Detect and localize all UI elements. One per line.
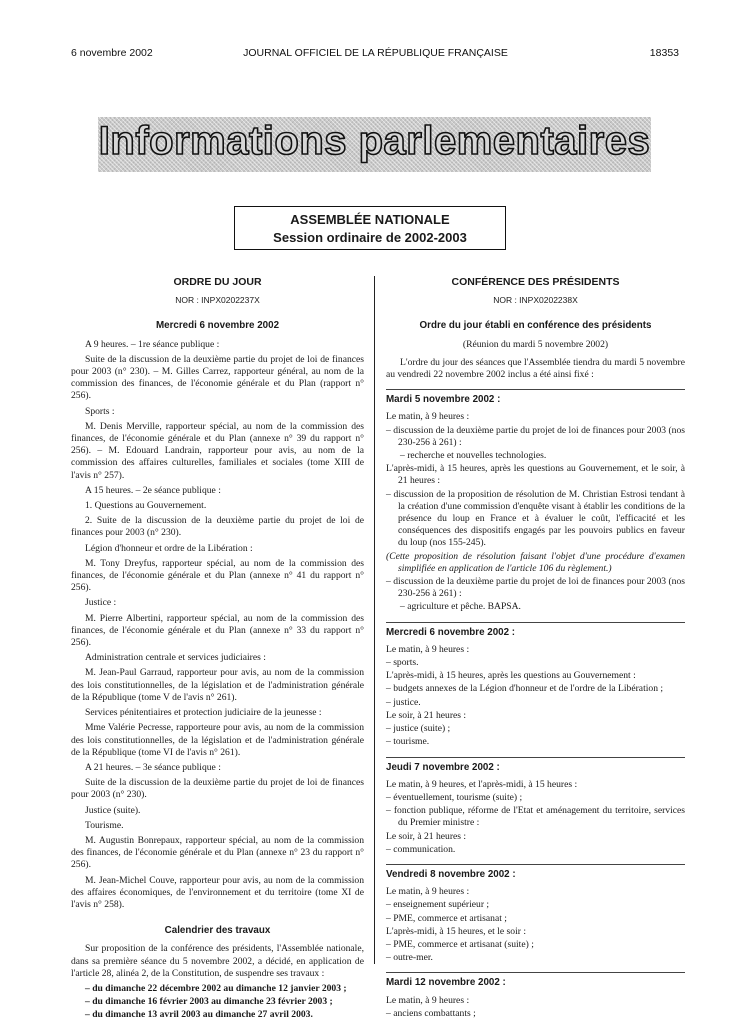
agenda-line: – PME, commerce et artisanat ; xyxy=(386,912,507,924)
day-heading: Mercredi 6 novembre 2002 xyxy=(155,320,280,332)
agenda-day-heading: Jeudi 7 novembre 2002 : xyxy=(386,761,500,773)
agenda-line: – tourisme. xyxy=(386,736,430,748)
separator xyxy=(386,389,685,390)
paragraph: Justice : xyxy=(85,597,117,609)
header-page-number: 18353 xyxy=(649,47,679,59)
agenda-line: – recherche et nouvelles technologies. xyxy=(400,450,547,462)
agenda-line: – anciens combattants ; xyxy=(386,1007,476,1019)
paragraph: M. Denis Merville, rapporteur spécial, au nom de la commission des finances, de l'économie générale et du Plan (annexe n° 39 du rapport n° 256). – M. Edouard Landrain, rapporteur pour avis, au nom de la commission des affaires culturelles, familiales et sociales (tome XIII de l'avis n° 257). xyxy=(71,420,364,481)
paragraph: Services pénitentiaires et protection judiciaire de la jeunesse : xyxy=(85,707,322,719)
agenda-line: Le soir, à 21 heures : xyxy=(386,709,467,721)
paragraph: M. Augustin Bonrepaux, rapporteur spécial, au nom de la commission des finances, de l'économie générale et du Plan (annexe n° 23 du rapport n° 256). xyxy=(71,834,364,871)
header-date: 6 novembre 2002 xyxy=(71,47,153,59)
separator xyxy=(386,864,685,865)
paragraph: A 15 heures. – 2e séance publique : xyxy=(85,484,221,496)
separator xyxy=(386,622,685,623)
agenda-line: Le matin, à 9 heures : xyxy=(386,886,470,898)
agenda-line: – justice. xyxy=(386,696,421,708)
paragraph: Légion d'honneur et ordre de la Libération : xyxy=(85,542,253,554)
agenda-day-heading: Vendredi 8 novembre 2002 : xyxy=(386,868,516,880)
calendar-title: Calendrier des travaux xyxy=(164,925,271,937)
paragraph: Tourisme. xyxy=(85,819,124,831)
agenda-day-heading: Mercredi 6 novembre 2002 : xyxy=(386,626,516,638)
nor-reference: NOR : INPX0202238X xyxy=(493,295,578,306)
agenda-day-heading: Mardi 5 novembre 2002 : xyxy=(386,394,501,406)
paragraph: Suite de la discussion de la deuxième partie du projet de loi de finances pour 2003 (n° 230). xyxy=(71,777,364,801)
ordre-du-jour-title: ORDRE DU JOUR xyxy=(173,276,262,288)
agenda-line: – discussion de la proposition de résolution de M. Christian Estrosi tendant à la création d'une commission d'enquête visant à établir les conditions de la présence du loup en France et à évaluer le coût, l'efficacité et les conséquences des dispositifs engagés par les pouvoirs publics en faveur du loup (nos 155-245). xyxy=(386,488,685,549)
agenda-line: – fonction publique, réforme de l'Etat et aménagement du territoire, services du Premier ministre : xyxy=(386,805,685,829)
calendar-item: – du dimanche 22 décembre 2002 au dimanche 12 janvier 2003 ; xyxy=(85,982,347,994)
paragraph: Administration centrale et services judiciaires : xyxy=(85,652,266,664)
paragraph: Mme Valérie Pecresse, rapporteure pour avis, au nom de la commission des lois constitutionnelles, de la législation et de l'administration générale de la République (tome VI de l'avis n° 261). xyxy=(71,722,364,758)
agenda-line: – communication. xyxy=(386,843,456,855)
calendar-intro: Sur proposition de la conférence des présidents, l'Assemblée nationale, dans sa première séance du 5 novembre 2002, a décidé, en application de l'article 28, alinéa 2, de la Constitution, de suspendre ses travaux : xyxy=(71,943,364,979)
paragraph: M. Tony Dreyfus, rapporteur spécial, au nom de la commission des finances, de l'économie générale et du Plan (annexe n° 41 du rapport n° 256). xyxy=(71,557,364,594)
paragraph: Justice (suite). xyxy=(85,804,141,816)
agenda-line: L'après-midi, à 15 heures, après les questions au Gouvernement : xyxy=(386,670,636,682)
agenda-line: Le soir, à 21 heures : xyxy=(386,830,467,842)
agenda-day-heading: Mardi 12 novembre 2002 : xyxy=(386,977,506,989)
agenda-line: Le matin, à 9 heures : xyxy=(386,643,470,655)
agenda-line: – discussion de la deuxième partie du projet de loi de finances pour 2003 (nos 230-256 à 261) : xyxy=(386,424,685,448)
right-column xyxy=(386,272,685,1021)
session-title: Session ordinaire de 2002-2003 xyxy=(273,230,467,245)
meeting-date: (Réunion du mardi 5 novembre 2002) xyxy=(462,338,609,350)
separator xyxy=(386,757,685,758)
paragraph: Suite de la discussion de la deuxième partie du projet de loi de finances pour 2003 (n° 230). – M. Gilles Carrez, rapporteur général, au nom de la commission des finances, de l'économie générale et du Plan (rapport n° 256). xyxy=(71,353,364,402)
conference-subtitle: Ordre du jour établi en conférence des présidents xyxy=(419,320,652,332)
calendar-item: – du dimanche 13 avril 2003 au dimanche 27 avril 2003. xyxy=(85,1009,313,1021)
paragraph: 2. Suite de la discussion de la deuxième partie du projet de loi de finances pour 2003 (n° 230). xyxy=(71,515,364,539)
conference-intro: L'ordre du jour des séances que l'Assemblée tiendra du mardi 5 novembre au vendredi 22 novembre 2002 inclus a été ainsi fixé : xyxy=(386,356,685,381)
agenda-line: – outre-mer. xyxy=(386,952,433,964)
section-banner xyxy=(98,117,651,172)
agenda-line: L'après-midi, à 15 heures, après les questions au Gouvernement, et le soir, à 21 heures : xyxy=(386,463,685,487)
separator xyxy=(386,972,685,973)
agenda-line: Le matin, à 9 heures : xyxy=(386,994,470,1006)
nor-reference: NOR : INPX0202237X xyxy=(175,295,260,306)
assembly-name: ASSEMBLÉE NATIONALE xyxy=(290,212,450,227)
agenda-line: – discussion de la deuxième partie du projet de loi de finances pour 2003 (nos 230-256 à 261) : xyxy=(386,576,685,600)
agenda-line: – PME, commerce et artisanat (suite) ; xyxy=(386,938,534,950)
agenda-line: – éventuellement, tourisme (suite) ; xyxy=(386,791,523,803)
assembly-box xyxy=(234,206,506,250)
agenda-line: Le matin, à 9 heures : xyxy=(386,411,470,423)
paragraph: A 21 heures. – 3e séance publique : xyxy=(85,761,221,773)
agenda-line: – sports. xyxy=(386,657,419,669)
calendar-item: – du dimanche 16 février 2003 au dimanche 23 février 2003 ; xyxy=(85,996,333,1008)
agenda-line: – justice (suite) ; xyxy=(386,723,451,735)
column-divider xyxy=(374,276,375,964)
agenda-line: Le matin, à 9 heures, et l'après-midi, à 15 heures : xyxy=(386,778,578,790)
agenda-line: L'après-midi, à 15 heures, et le soir : xyxy=(386,925,526,937)
left-column xyxy=(71,272,364,1023)
agenda-line: – budgets annexes de la Légion d'honneur et de l'ordre de la Libération ; xyxy=(386,683,664,695)
paragraph: M. Pierre Albertini, rapporteur spécial, au nom de la commission des finances, de l'économie générale et du Plan (annexe n° 33 du rapport n° 256). xyxy=(71,612,364,649)
conference-title: CONFÉRENCE DES PRÉSIDENTS xyxy=(451,276,620,288)
agenda-line: – agriculture et pêche. BAPSA. xyxy=(400,601,521,613)
paragraph: M. Jean-Paul Garraud, rapporteur pour avis, au nom de la commission des lois constitutionnelles, de la législation et de l'administration générale de la République (tome V de l'avis n° 261). xyxy=(71,667,364,703)
paragraph: Sports : xyxy=(85,405,115,417)
banner-title: Informations parlementaires xyxy=(98,119,651,163)
header-journal: JOURNAL OFFICIEL DE LA RÉPUBLIQUE FRANÇAISE xyxy=(243,47,508,59)
agenda-note: (Cette proposition de résolution faisant l'objet d'une procédure d'examen simplifiée en application de l'article 106 du règlement.) xyxy=(386,550,685,574)
paragraph: A 9 heures. – 1re séance publique : xyxy=(85,338,220,350)
agenda-line: – enseignement supérieur ; xyxy=(386,899,490,911)
paragraph: M. Jean-Michel Couve, rapporteur pour avis, au nom de la commission des affaires économiques, de l'environnement et du territoire (tome XI de l'avis n° 258). xyxy=(71,874,364,910)
paragraph: 1. Questions au Gouvernement. xyxy=(85,500,207,512)
